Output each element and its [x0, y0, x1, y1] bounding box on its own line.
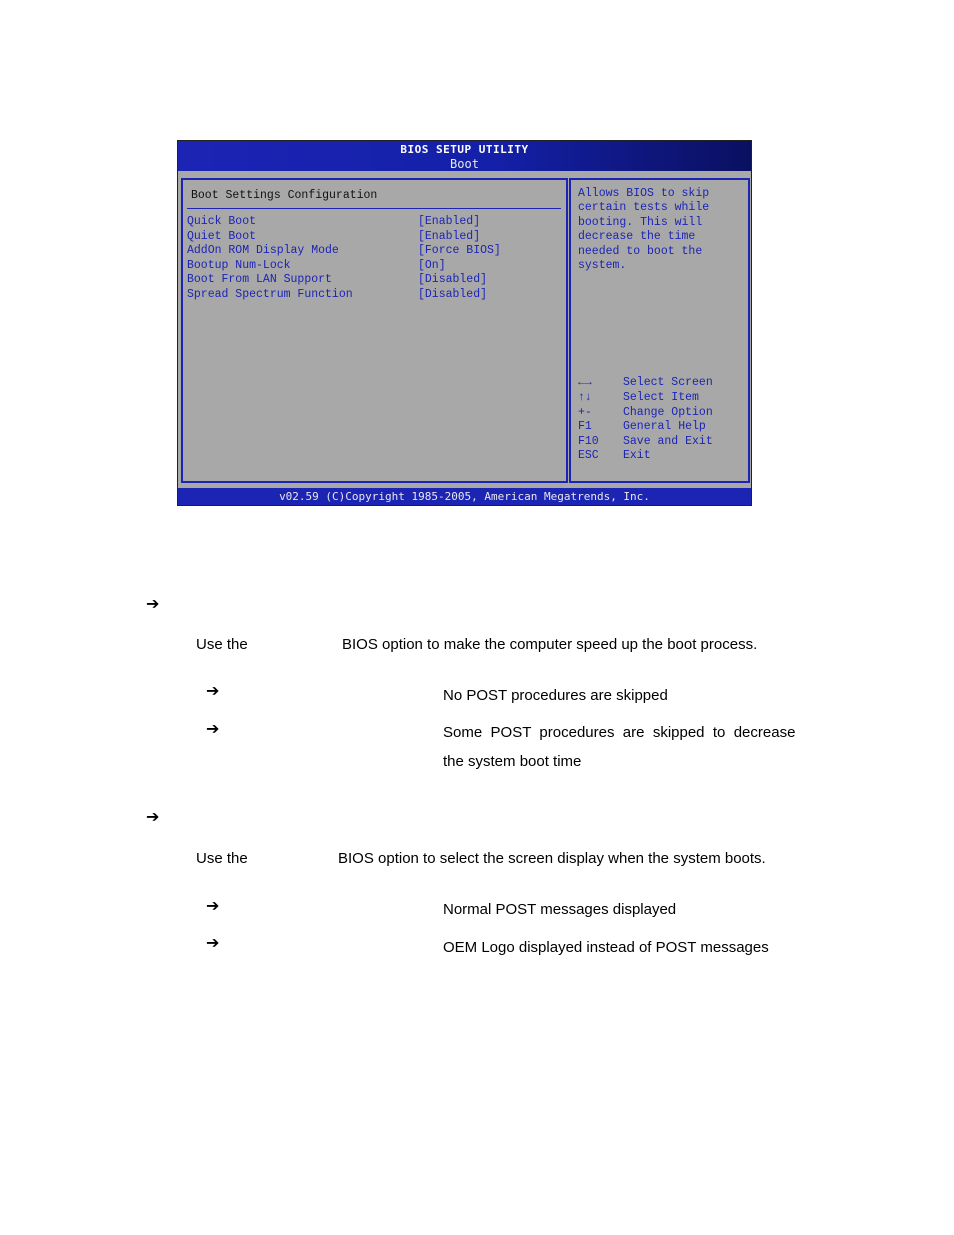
- key-legend-desc: Change Option: [623, 406, 713, 419]
- setting-quick-boot[interactable]: [187, 215, 563, 229]
- setting-value[interactable]: [Disabled]: [418, 288, 488, 301]
- setting-label: Quiet Boot: [187, 230, 257, 243]
- setting-value[interactable]: [Enabled]: [418, 215, 481, 228]
- up-down-arrows-icon: ↑↓: [578, 391, 592, 404]
- setting-value[interactable]: [Disabled]: [418, 273, 488, 286]
- setting-label: Spread Spectrum Function: [187, 288, 353, 301]
- quick-boot-intro-prefix: Use the: [196, 636, 248, 653]
- quick-boot-intro-text: BIOS option to make the computer speed up the boot process.: [342, 636, 758, 653]
- key-legend-desc: Exit: [623, 449, 651, 462]
- key-legend-key: F10: [578, 435, 599, 448]
- setting-value[interactable]: [Force BIOS]: [418, 244, 501, 257]
- key-legend-row: [578, 449, 748, 463]
- key-legend-desc: General Help: [623, 420, 706, 433]
- arrow-icon: ➔: [206, 933, 220, 952]
- help-text-line: needed to boot the: [578, 245, 703, 258]
- setting-addon-rom-display-mode[interactable]: [187, 244, 563, 258]
- bios-screenshot: [177, 140, 752, 506]
- bios-title: BIOS SETUP UTILITY: [400, 143, 529, 156]
- option-description: Some POST procedures are skipped to decrease: [443, 724, 796, 741]
- option-description: Normal POST messages displayed: [443, 901, 677, 918]
- option-description-continued: the system boot time: [443, 753, 582, 770]
- bios-header: [178, 141, 751, 171]
- arrow-icon: ➔: [206, 719, 220, 738]
- setting-spread-spectrum[interactable]: [187, 288, 563, 302]
- setting-boot-from-lan[interactable]: [187, 273, 563, 287]
- setting-quiet-boot[interactable]: [187, 230, 563, 244]
- key-legend-row: [578, 435, 748, 449]
- setting-label: AddOn ROM Display Mode: [187, 244, 339, 257]
- arrow-icon: ➔: [146, 807, 160, 826]
- setting-value[interactable]: [Enabled]: [418, 230, 481, 243]
- key-legend-desc: Save and Exit: [623, 435, 713, 448]
- setting-label: Quick Boot: [187, 215, 257, 228]
- section-heading: Boot Settings Configuration: [191, 189, 378, 202]
- option-description: OEM Logo displayed instead of POST messages: [443, 939, 769, 956]
- help-text-line: booting. This will: [578, 216, 703, 229]
- key-legend-key: +-: [578, 406, 592, 419]
- setting-bootup-num-lock[interactable]: [187, 259, 563, 273]
- help-text-line: decrease the time: [578, 230, 696, 243]
- key-legend-row: [578, 406, 748, 420]
- settings-panel: [181, 178, 568, 483]
- setting-label: Bootup Num-Lock: [187, 259, 291, 272]
- help-panel: [569, 178, 750, 483]
- arrow-icon: ➔: [146, 594, 160, 613]
- key-legend-row: [578, 391, 748, 405]
- section-divider: [187, 208, 561, 209]
- option-description: No POST procedures are skipped: [443, 687, 668, 704]
- quiet-boot-intro-text: BIOS option to select the screen display when the system boots.: [338, 850, 766, 867]
- tab-boot[interactable]: Boot: [450, 157, 479, 171]
- help-text-line: system.: [578, 259, 627, 272]
- key-legend-desc: Select Screen: [623, 376, 713, 389]
- key-legend-key: F1: [578, 420, 592, 433]
- key-legend-desc: Select Item: [623, 391, 699, 404]
- arrow-icon: ➔: [206, 896, 220, 915]
- key-legend-row: [578, 420, 748, 434]
- bios-footer: v02.59 (C)Copyright 1985-2005, American Megatrends, Inc.: [178, 488, 751, 505]
- arrow-icon: ➔: [206, 681, 220, 700]
- key-legend-key: ESC: [578, 449, 599, 462]
- left-right-arrows-icon: ←→: [578, 376, 592, 389]
- help-text-line: certain tests while: [578, 201, 710, 214]
- quiet-boot-intro-prefix: Use the: [196, 850, 248, 867]
- key-legend-row: [578, 376, 748, 390]
- setting-value[interactable]: [On]: [418, 259, 446, 272]
- setting-label: Boot From LAN Support: [187, 273, 332, 286]
- help-text-line: Allows BIOS to skip: [578, 187, 710, 200]
